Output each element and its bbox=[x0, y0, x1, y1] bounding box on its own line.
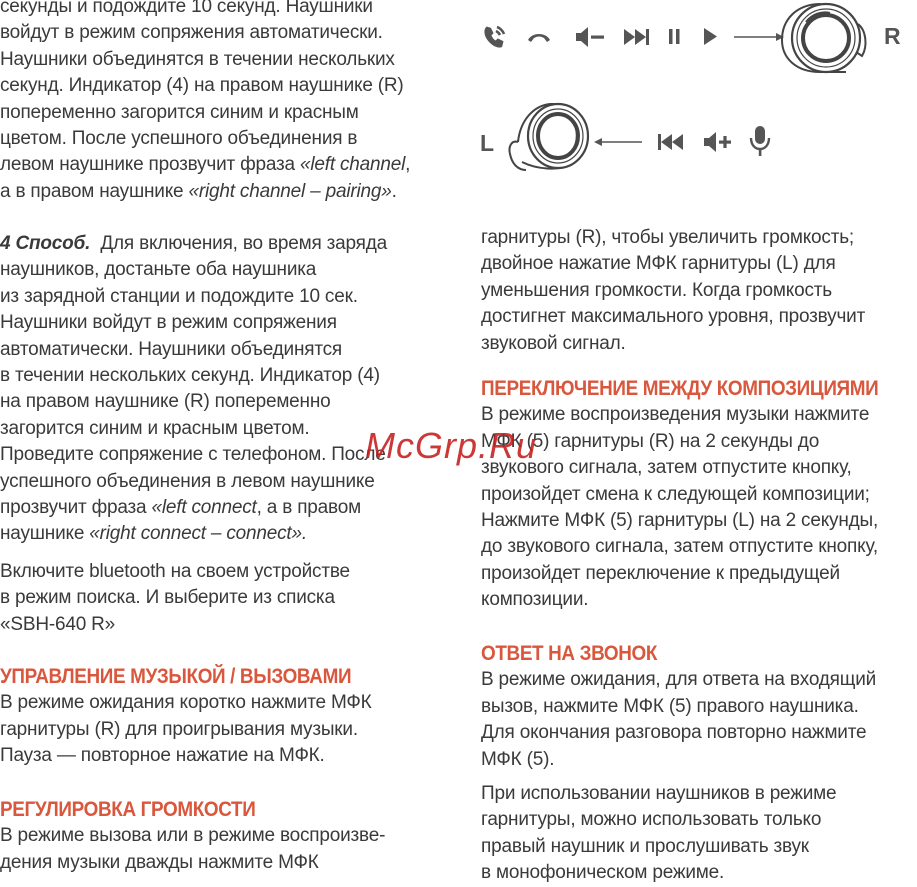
volume-down-icon bbox=[576, 27, 604, 47]
text-line: вызов, нажмите МФК (5) правого наушника. bbox=[481, 695, 859, 717]
pause-icon bbox=[669, 29, 680, 44]
text-line: а в правом наушнике «right channel – pairing». bbox=[0, 180, 397, 202]
play-icon bbox=[704, 28, 717, 45]
text-line: успешного объединения в левом наушнике bbox=[0, 470, 375, 492]
text-line: войдут в режим сопряжения автоматически. bbox=[0, 22, 383, 44]
text-line: наушников, достаньте оба наушника bbox=[0, 259, 317, 281]
text-line: секунды и подождите 10 секунд. Наушники bbox=[0, 0, 373, 17]
phrase-right-channel: «right channel – pairing» bbox=[188, 180, 392, 202]
text-line: достигнет максимального уровня, прозвучит bbox=[481, 306, 866, 328]
text-line: МФК (5) гарнитуры (R) на 2 секунды до bbox=[481, 430, 820, 452]
volume-up-icon bbox=[704, 132, 731, 152]
text-line: автоматически. Наушники объединятся bbox=[0, 338, 343, 360]
text-line: МФК (5). bbox=[481, 748, 555, 770]
text-line: произойдет переключение к предыдущей bbox=[481, 562, 840, 584]
text-line: композиции. bbox=[481, 589, 589, 611]
volume-section bbox=[0, 797, 385, 876]
text-line: звуковой сигнал. bbox=[481, 332, 626, 354]
text-line: звукового сигнала, затем отпустите кнопку, bbox=[481, 457, 852, 479]
text-line: цветом. После успешного объединения в bbox=[0, 128, 358, 150]
right-earbud-icon bbox=[782, 4, 865, 72]
text-line: секунд. Индикатор (4) на правом наушнике (R) bbox=[0, 75, 404, 97]
text-line: в монофоническом режиме. bbox=[481, 862, 725, 884]
track-switch-heading: ПЕРЕКЛЮЧЕНИЕ МЕЖДУ КОМПОЗИЦИЯМИ bbox=[481, 377, 879, 400]
text-line: двойное нажатие МФК гарнитуры (L) для bbox=[481, 253, 836, 275]
arrow-left-icon bbox=[594, 138, 642, 146]
volume-continued-paragraph bbox=[481, 225, 865, 357]
text-line: гарнитуры (R), чтобы увеличить громкость; bbox=[481, 227, 854, 248]
text-line: произойдет смена к следующей композиции; bbox=[481, 483, 870, 505]
arrow-right-icon bbox=[734, 33, 784, 41]
headset-mode-paragraph bbox=[481, 781, 836, 887]
text-line: в течении нескольких секунд. Индикатор (4) bbox=[0, 365, 380, 387]
text-line: левом наушнике прозвучит фраза «left channel, bbox=[0, 154, 411, 176]
track-switch-section bbox=[481, 376, 917, 614]
text-line: Проведите сопряжение с телефоном. После bbox=[0, 444, 386, 466]
text-line: попеременно загорится синим и красным bbox=[0, 101, 359, 123]
text-line: гарнитуры (R) для проигрывания музыки. bbox=[0, 718, 358, 740]
left-earbud-icon bbox=[509, 104, 588, 170]
music-control-heading: УПРАВЛЕНИЕ МУЗЫКОЙ / ВЫЗОВАМИ bbox=[0, 665, 352, 688]
text-line: В режиме ожидания, для ответа на входящий bbox=[481, 669, 877, 691]
hang-up-icon bbox=[528, 34, 550, 42]
text-line: Включите bluetooth на своем устройстве bbox=[0, 561, 350, 582]
volume-heading: РЕГУЛИРОВКА ГРОМКОСТИ bbox=[0, 798, 256, 821]
text-line: Наушники объединятся в течении нескольких bbox=[0, 48, 395, 70]
text-line: Наушники войдут в режим сопряжения bbox=[0, 312, 337, 334]
text-line: 4 Способ. Для включения, во время заряда bbox=[0, 233, 387, 254]
text-line: на правом наушнике (R) попеременно bbox=[0, 391, 331, 413]
text-line: При использовании наушников в режиме bbox=[481, 783, 837, 804]
next-track-icon bbox=[624, 29, 649, 45]
right-earbud-label: R bbox=[884, 23, 901, 49]
answer-call-heading: ОТВЕТ НА ЗВОНОК bbox=[481, 642, 658, 665]
music-control-section bbox=[0, 664, 390, 770]
bluetooth-paragraph bbox=[0, 559, 350, 638]
text-line: дения музыки дважды нажмите МФК bbox=[0, 851, 319, 873]
text-line: наушнике «right connect – connect». bbox=[0, 523, 307, 545]
text-line: правый наушник и прослушивать звук bbox=[481, 835, 809, 857]
phrase-left-connect: «left connect bbox=[151, 497, 257, 519]
text-line: до звукового сигнала, затем отпустите кнопку, bbox=[481, 536, 878, 558]
phone-call-icon bbox=[486, 27, 504, 46]
left-earbud-label: L bbox=[480, 130, 495, 156]
text-line: Для окончания разговора повторно нажмите bbox=[481, 722, 867, 744]
text-line: В режиме вызова или в режиме воспроизве- bbox=[0, 825, 386, 847]
previous-track-icon bbox=[658, 134, 683, 150]
text-line: Пауза — повторное нажатие на МФК. bbox=[0, 745, 325, 767]
text-line: «SBH-640 R» bbox=[0, 613, 116, 635]
phrase-right-connect: «right connect – connect». bbox=[89, 523, 307, 545]
microphone-icon bbox=[751, 126, 769, 156]
answer-call-section bbox=[481, 641, 876, 773]
text-line: уменьшения громкости. Когда громкость bbox=[481, 279, 832, 301]
text-line: из зарядной станции и подождите 10 сек. bbox=[0, 285, 358, 307]
text-line: В режиме воспроизведения музыки нажмите bbox=[481, 404, 870, 426]
text-line: В режиме ожидания коротко нажмите МФК bbox=[0, 692, 372, 714]
text-line: в режим поиска. И выберите из списка bbox=[0, 587, 335, 609]
earbud-controls-diagram bbox=[470, 0, 917, 200]
phrase-left-channel: «left channel bbox=[300, 154, 406, 176]
method-4-label: 4 Способ. bbox=[0, 233, 91, 254]
text-line: загорится синим и красным цветом. bbox=[0, 417, 310, 439]
text-line: Нажмите МФК (5) гарнитуры (L) на 2 секунды, bbox=[481, 510, 879, 532]
text-line: гарнитуры, можно использовать только bbox=[481, 809, 822, 831]
text-line: прозвучит фраза «left connect, а в правом bbox=[0, 497, 361, 519]
method-4-paragraph bbox=[0, 231, 387, 548]
watermark: McGrp.Ru bbox=[365, 425, 538, 466]
intro-paragraph bbox=[0, 0, 410, 205]
